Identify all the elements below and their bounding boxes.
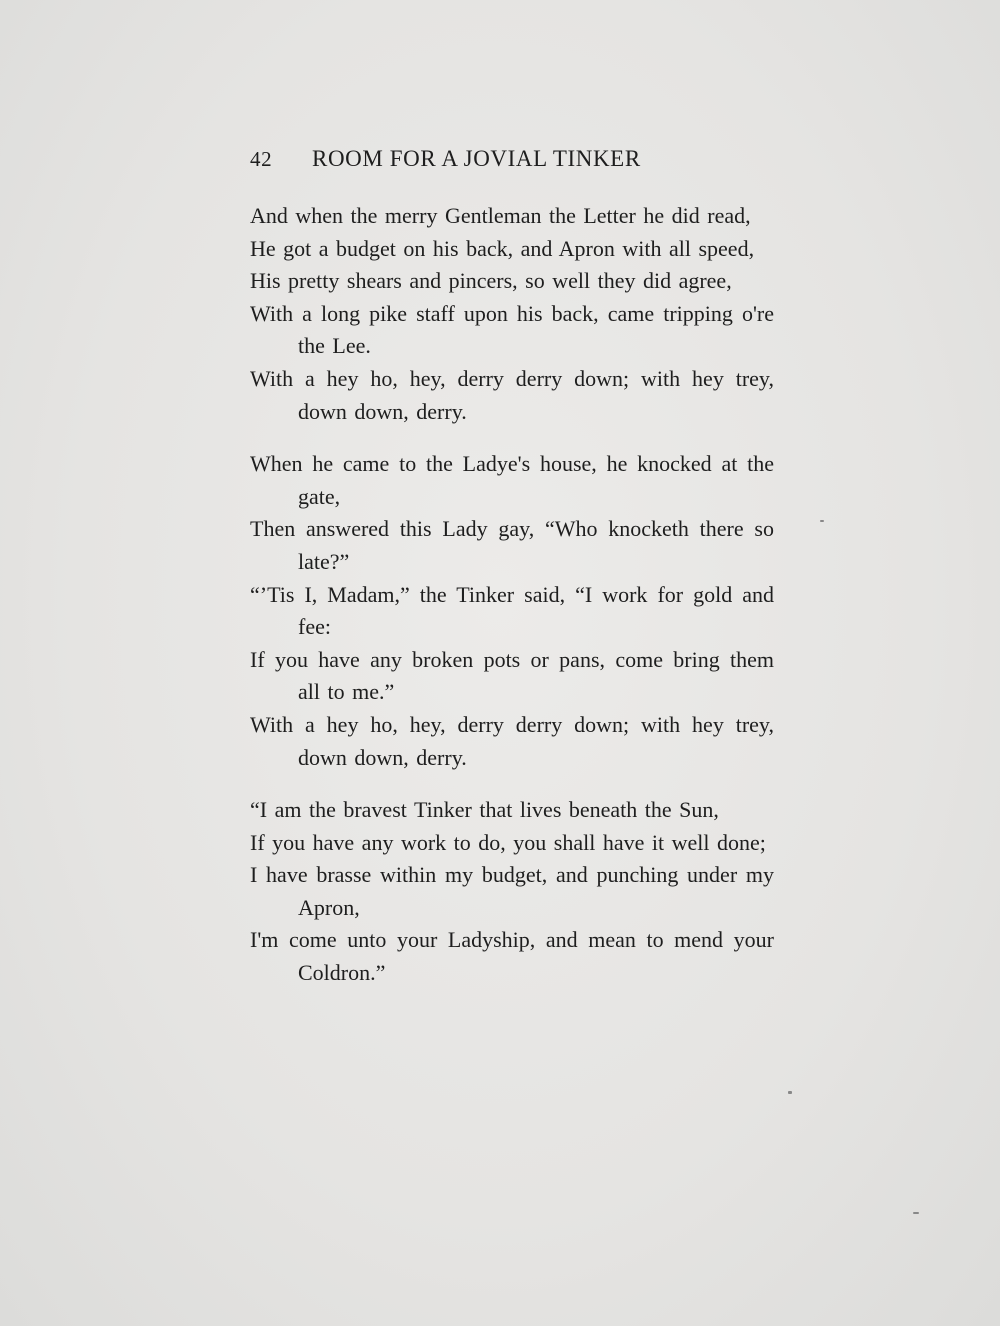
verse-line: When he came to the Ladye's house, he knocked at the gate, <box>250 451 774 509</box>
refrain-line: With a hey ho, hey, derry derry down; with hey trey, down down, derry. <box>250 365 774 424</box>
verse-line: I'm come unto your Ladyship, and mean to mend your Coldron.” <box>250 927 774 986</box>
verse-line: If you have any work to do, you shall have it well done; <box>250 829 766 855</box>
page-number: 42 <box>250 147 273 171</box>
stanza <box>250 448 774 774</box>
verse-line: I have brasse within my budget, and punching under my Apron, <box>250 862 774 920</box>
verse-line: Then answered this Lady gay, “Who knocketh there so late?” <box>250 516 774 574</box>
poem-body <box>250 200 774 1010</box>
paper-speck <box>820 520 824 522</box>
paper-speck <box>913 1212 919 1214</box>
refrain-line: With a hey ho, hey, derry derry down; with hey trey, down down, derry. <box>250 711 774 770</box>
verse-line: With a long pike staff upon his back, came tripping o're the Lee. <box>250 300 774 359</box>
paper-speck <box>788 1091 792 1094</box>
running-title: ROOM FOR A JOVIAL TINKER <box>312 146 641 171</box>
verse-line: “’Tis I, Madam,” the Tinker said, “I work for gold and fee: <box>250 581 774 640</box>
verse-line: “I am the bravest Tinker that lives beneath the Sun, <box>250 797 719 823</box>
verse-line: His pretty shears and pincers, so well they did agree, <box>250 268 732 294</box>
stanza <box>250 794 774 990</box>
stanza <box>250 200 774 428</box>
verse-line: And when the merry Gentleman the Letter he did read, <box>250 203 751 228</box>
verse-line: He got a budget on his back, and Apron with all speed, <box>250 235 755 261</box>
verse-line: If you have any broken pots or pans, come bring them all to me.” <box>250 646 774 705</box>
page-header <box>250 146 790 178</box>
